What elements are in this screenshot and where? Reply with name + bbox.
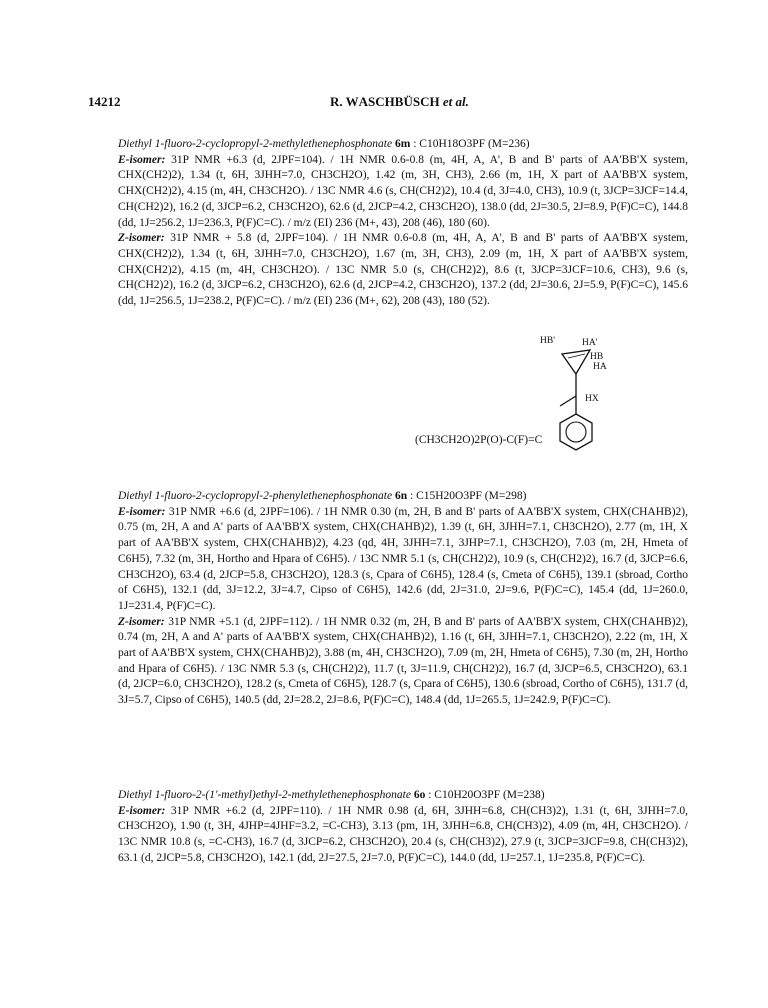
compound-6o-title: Diethyl 1-fluoro-2-(1'-methyl)ethyl-2-methylethenephosphonate bbox=[118, 789, 411, 801]
compound-6n-z-isomer bbox=[118, 615, 688, 709]
structure-figure bbox=[415, 336, 670, 460]
label-hb: HB bbox=[590, 352, 604, 362]
compound-6o-id: 6o bbox=[413, 789, 426, 801]
z-isomer-data: 31P NMR + 5.8 (d, 2JPF=104). / 1H NMR 0.6-0.8 (m, 4H, A, A', B and B' parts of AA'BB'X system, CHX(CH2)2), 1.34 (t, 6H, 3JHH=7.0, CH3CH2O), 1.67 (m, 3H, CH3), 2.09 (m, 1H, X part of AA'BB'X system, CHX(CH2)2), 4.15 (m, 4H, CH3CH2O). / 13C NMR 5.0 (s, CH(CH2)2), 8.6 (t, 3JCP=3JCF=10.6, CH3), 9.6 (s, CH(CH2)2), 16.2 (d, 3JCP=6.2, CH3CH2O), 62.6 (d, 2JCP=4.2, CH3CH2O), 137.2 (dd, 2J=30.6, 2J=5.9, P(F)C=C), 145.6 (dd, 1J=256.5, 1J=238.2, P(F)C=C). / m/z (EI) 236 (M+, 62), 208 (43), 180 (52). bbox=[118, 232, 688, 308]
compound-6n-section bbox=[118, 489, 688, 709]
compound-6n-id: 6n bbox=[394, 490, 408, 502]
et-al: et al. bbox=[442, 94, 469, 109]
e-isomer-label: E-isomer: bbox=[118, 153, 166, 166]
compound-6n-heading bbox=[118, 489, 688, 505]
compound-6m-formula: : C10H18O3PF (M=236) bbox=[413, 138, 530, 150]
e-isomer-data: 31P NMR +6.2 (d, 2JPF=110). / 1H NMR 0.98 (d, 6H, 3JHH=6.8, CH(CH3)2), 1.31 (t, 6H, 3JHH=7.0, CH3CH2O), 1.90 (t, 3H, 4JHP=4JHF=3.2, =C-CH3), 3.13 (pm, 1H, 3JHH=6.8, CH(CH3)2), 4.09 (m, 4H, CH3CH2O). / 13C NMR 10.8 (s, =C-CH3), 16.7 (d, 3JCP=6.2, CH3CH2O), 20.4 (s, CH(CH3)2), 27.9 (t, 3JCP=3JCF=9.8, CH(CH3)2), 63.1 (d, 2JCP=5.8, CH3CH2O), 142.1 (dd, 2J=27.5, 2J=7.0, P(F)C=C), 144.0 (dd, 1J=257.1, 1J=235.8, P(F)C=C). bbox=[118, 804, 689, 864]
z-isomer-data: 31P NMR +5.1 (d, 2JPF=112). / 1H NMR 0.32 (m, 2H, B and B' parts of AA'BB'X system, CHX(CHAHB)2), 0.74 (m, 2H, A and A' parts of AA'BB'X system, CHX(CHAHB)2), 1.16 (t, 6H, 3JHH=7.1, CH3CH2O), 2.22 (m, 1H, X part of AA'BB'X system, CHX(CHAHB)2), 3.88 (m, 4H, CH3CH2O), 7.09 (m, 2H, Hmeta of C6H5), 7.30 (m, 2H, Hortho and Hpara of C6H5). / 13C NMR 5.3 (s, CH(CH2)2), 11.7 (t, 3J=11.9, CH(CH2)2), 16.7 (d, 3JCP=6.5, CH3CH2O), 63.1 (d, 2JCP=6.0, CH3CH2O), 128.2 (s, Cmeta of C6H5), 128.7 (s, Cpara of C6H5), 130.6 (sbroad, Cortho of C6H5), 131.7 (d, 3J=5.7, Cipso of C6H5), 140.5 (dd, 2J=28.2, 2J=8.6, P(F)C=C), 148.4 (dd, 1J=265.5, 1J=242.9, P(F)C=C). bbox=[118, 615, 689, 707]
e-isomer-data: 31P NMR +6.6 (d, 2JPF=106). / 1H NMR 0.30 (m, 2H, B and B' parts of AA'BB'X system, CHX(CHAHB)2), 0.75 (m, 2H, A and A' parts of AA'BB'X system, CHX(CHAHB)2), 1.39 (t, 6H, 3JHH=7.1, CH3CH2O), 2.77 (m, 1H, X part of AA'BB'X system, CHX(CHAHB)2), 4.23 (qd, 4H, 3JHH=7.1, 3JHP=7.1, CH3CH2O), 7.03 (m, 2H, Hmeta of C6H5), 7.32 (m, 3H, Hortho and Hpara of C6H5). / 13C NMR 5.1 (s, CH(CH2)2), 10.9 (s, CH(CH2)2), 16.7 (d, 3JCP=6.6, CH3CH2O), 63.4 (d, 2JCP=5.8, CH3CH2O), 128.3 (s, Cpara of C6H5), 128.4 (s, Cmeta of C6H5), 139.1 (sbroad, Cortho of C6H5), 132.1 (dd, 3J=12.2, 3J=4.7, Cipso of C6H5), 142.6 (dd, 2J=31.0, 2J=9.6, P(F)C=C), 145.4 (dd, 1J=260.0, 1J=231.4, P(F)C=C). bbox=[118, 505, 688, 612]
author-surname: ASCHBÜSCH bbox=[358, 94, 440, 109]
compound-6m-id: 6m bbox=[394, 138, 411, 150]
compound-6m-section bbox=[118, 137, 688, 310]
compound-6n-title: Diethyl 1-fluoro-2-cyclopropyl-2-phenylethenephosphonate bbox=[118, 490, 393, 502]
label-ha: HA bbox=[593, 362, 607, 372]
e-isomer-label: E-isomer: bbox=[118, 804, 166, 817]
compound-6o-section bbox=[118, 788, 688, 867]
compound-6o-heading bbox=[118, 788, 688, 804]
compound-6m-z-isomer bbox=[118, 231, 688, 310]
label-ha-prime: HA' bbox=[582, 338, 598, 348]
label-hb-prime: HB' bbox=[540, 336, 555, 346]
label-hx: HX bbox=[585, 394, 599, 404]
compound-6m-heading bbox=[118, 137, 688, 153]
compound-6m-e-isomer bbox=[118, 153, 688, 232]
compound-6n-formula: : C15H20O3PF (M=298) bbox=[410, 490, 527, 502]
compound-6n-e-isomer bbox=[118, 505, 688, 615]
author-initial: R. W bbox=[330, 94, 359, 109]
compound-6o-e-isomer bbox=[118, 804, 688, 867]
e-isomer-label: E-isomer: bbox=[118, 505, 166, 518]
z-isomer-label: Z-isomer: bbox=[118, 615, 165, 628]
running-head bbox=[330, 94, 469, 110]
z-isomer-label: Z-isomer: bbox=[118, 232, 165, 245]
e-isomer-data: 31P NMR +6.3 (d, 2JPF=104). / 1H NMR 0.6-0.8 (m, 4H, A, A', B and B' parts of AA'BB'X system, CHX(CH2)2), 1.34 (t, 6H, 3JHH=7.0, CH3CH2O), 1.42 (m, 3H, CH3), 2.66 (m, 1H, X part of AA'BB'X system, CHX(CH2)2), 4.15 (m, 4H, CH3CH2O). / 13C NMR 4.6 (s, CH(CH2)2), 10.4 (d, 3J=4.0, CH3), 10.9 (t, 3JCP=3JCF=14.4, CH(CH2)2), 16.2 (d, 3JCP=6.2, CH3CH2O), 62.6 (d, 2JCP=4.2, CH3CH2O), 138.0 (dd, 2J=30.5, 2J=8.9, P(F)C=C), 144.8 (dd, 1J=256.2, 1J=236.3, P(F)C=C). / m/z (EI) 236 (M+, 43), 208 (46), 180 (60). bbox=[118, 153, 688, 229]
compound-6m-title: Diethyl 1-fluoro-2-cyclopropyl-2-methylethenephosphonate bbox=[118, 138, 393, 150]
structure-formula: (CH3CH2O)2P(O)-C(F)=C bbox=[415, 434, 543, 446]
page-number: 14212 bbox=[88, 94, 121, 109]
compound-6o-formula: : C10H20O3PF (M=238) bbox=[428, 789, 545, 801]
